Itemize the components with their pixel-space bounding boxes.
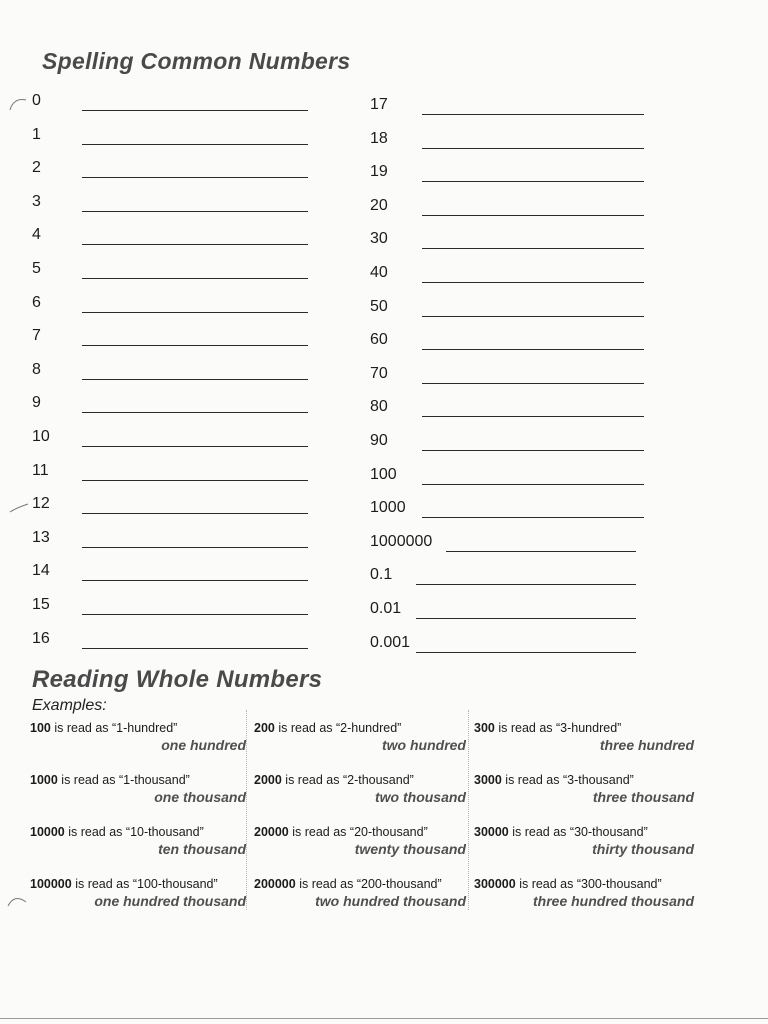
example-words: one hundred thousand: [94, 893, 246, 909]
example-number: 300000: [474, 877, 516, 891]
example-cell: [474, 876, 700, 926]
example-words: twenty thousand: [354, 841, 466, 857]
spelling-left-column: [32, 86, 332, 657]
example-number: 3000: [474, 773, 502, 787]
answer-blank-line[interactable]: [82, 446, 308, 447]
example-number: 100000: [30, 877, 72, 891]
number-label: 40: [370, 263, 388, 281]
answer-blank-line[interactable]: [82, 648, 308, 649]
number-row: [32, 120, 332, 154]
number-row: [32, 288, 332, 322]
answer-blank-line[interactable]: [422, 450, 644, 451]
answer-blank-line[interactable]: [82, 244, 308, 245]
example-cell: [254, 772, 472, 822]
example-reading: [474, 772, 700, 788]
example-read-as-text: is read as “100-thousand”: [71, 877, 218, 891]
answer-blank-line[interactable]: [82, 513, 308, 514]
number-label: 9: [32, 394, 41, 412]
example-read-as-text: is read as “3-thousand”: [501, 773, 634, 787]
number-label: 11: [32, 461, 49, 479]
example-number: 30000: [474, 825, 509, 839]
number-row: [370, 124, 660, 158]
example-number: 200000: [254, 877, 296, 891]
number-row: [370, 628, 660, 662]
example-words: two hundred: [382, 737, 466, 753]
example-words: three hundred: [599, 737, 694, 753]
number-label: 19: [370, 163, 388, 181]
number-label: 15: [32, 595, 50, 613]
number-row: [370, 258, 660, 292]
example-read-as-text: is read as “2-hundred”: [274, 721, 402, 735]
example-number: 300: [474, 721, 495, 735]
number-row: [32, 153, 332, 187]
answer-blank-line[interactable]: [82, 547, 308, 548]
number-label: 12: [32, 495, 50, 513]
example-cell: [30, 720, 252, 770]
answer-blank-line[interactable]: [416, 618, 636, 619]
number-label: 0.001: [370, 633, 411, 651]
example-reading: [474, 876, 700, 892]
example-number: 2000: [254, 773, 282, 787]
number-row: [370, 493, 660, 527]
number-row: [370, 460, 660, 494]
example-words: one hundred: [161, 737, 246, 753]
number-label: 30: [370, 230, 388, 248]
example-read-as-text: is read as “20-thousand”: [288, 825, 428, 839]
answer-blank-line[interactable]: [422, 349, 644, 350]
example-read-as-text: is read as “1-thousand”: [57, 773, 190, 787]
example-reading: [30, 772, 252, 788]
number-row: [32, 321, 332, 355]
example-cell: [30, 772, 252, 822]
example-cell: [30, 824, 252, 874]
example-number: 20000: [254, 825, 289, 839]
example-cell: [254, 720, 472, 770]
example-read-as-text: is read as “30-thousand”: [508, 825, 648, 839]
number-row: [370, 527, 660, 561]
example-read-as-text: is read as “300-thousand”: [515, 877, 662, 891]
number-label: 1: [32, 125, 41, 143]
answer-blank-line[interactable]: [82, 110, 308, 111]
answer-blank-line[interactable]: [422, 383, 644, 384]
number-label: 0.01: [370, 599, 402, 617]
answer-blank-line[interactable]: [82, 278, 308, 279]
number-label: 0: [32, 92, 41, 109]
example-reading: [254, 824, 472, 840]
examples-column-hundreds-1: [30, 720, 252, 930]
number-row: [32, 355, 332, 389]
answer-blank-line[interactable]: [82, 480, 308, 481]
number-row: [370, 191, 660, 225]
number-row: [370, 157, 660, 191]
number-label: 8: [32, 360, 41, 378]
example-words: three hundred thousand: [533, 893, 694, 909]
number-label: 3: [32, 192, 41, 210]
example-reading: [254, 772, 472, 788]
answer-blank-line[interactable]: [422, 316, 644, 317]
example-read-as-text: is read as “2-thousand”: [281, 773, 414, 787]
answer-blank-line[interactable]: [422, 282, 644, 283]
example-reading: [474, 720, 700, 736]
example-read-as-text: is read as “3-hundred”: [494, 721, 622, 735]
number-row: [32, 489, 332, 523]
example-read-as-text: is read as “1-hundred”: [50, 721, 178, 735]
answer-blank-line[interactable]: [422, 416, 644, 417]
number-row: [32, 422, 332, 456]
example-read-as-text: is read as “200-thousand”: [295, 877, 442, 891]
examples-column-hundreds-2: [254, 720, 472, 930]
examples-label: Examples:: [32, 697, 107, 714]
example-words: one thousand: [154, 789, 246, 805]
answer-blank-line[interactable]: [422, 181, 644, 182]
example-words: three thousand: [592, 789, 694, 805]
spelling-section-title: Spelling Common Numbers: [42, 48, 351, 74]
answer-blank-line[interactable]: [422, 517, 644, 518]
example-number: 200: [254, 721, 275, 735]
example-number: 10000: [30, 825, 65, 839]
number-row: [32, 590, 332, 624]
number-row: [32, 523, 332, 557]
number-label: 13: [32, 528, 50, 546]
answer-blank-line[interactable]: [82, 177, 308, 178]
number-label: 7: [32, 327, 41, 345]
number-row: [370, 594, 660, 628]
example-words: ten thousand: [158, 841, 246, 857]
example-read-as-text: is read as “10-thousand”: [64, 825, 204, 839]
example-cell: [254, 876, 472, 926]
number-label: 90: [370, 431, 388, 449]
pencil-mark: [6, 896, 28, 910]
spelling-right-column: [370, 90, 660, 661]
number-label: 2: [32, 159, 41, 177]
example-reading: [254, 876, 472, 892]
pencil-mark: [6, 98, 28, 112]
number-label: 0.1: [370, 566, 393, 584]
example-number: 100: [30, 721, 51, 735]
number-row: [370, 292, 660, 326]
answer-blank-line[interactable]: [416, 584, 636, 585]
number-label: 60: [370, 331, 388, 349]
answer-blank-line[interactable]: [446, 551, 636, 552]
number-label: 5: [32, 259, 41, 277]
number-row: [370, 90, 660, 124]
number-label: 4: [32, 226, 41, 244]
reading-section-title: Reading Whole Numbers: [32, 666, 323, 693]
number-row: [32, 388, 332, 422]
number-label: 1000: [370, 499, 406, 517]
number-row: [32, 220, 332, 254]
number-label: 20: [370, 196, 388, 214]
answer-blank-line[interactable]: [82, 211, 308, 212]
number-label: 1000000: [370, 532, 433, 550]
answer-blank-line[interactable]: [82, 379, 308, 380]
answer-blank-line[interactable]: [422, 248, 644, 249]
example-cell: [474, 824, 700, 874]
answer-blank-line[interactable]: [82, 144, 308, 145]
example-number: 1000: [30, 773, 58, 787]
example-cell: [474, 720, 700, 770]
example-reading: [254, 720, 472, 736]
examples-column-hundreds-3: [474, 720, 700, 930]
number-row: [32, 556, 332, 590]
number-row: [32, 456, 332, 490]
number-row: [370, 560, 660, 594]
example-reading: [474, 824, 700, 840]
number-label: 14: [32, 562, 50, 580]
number-label: 50: [370, 297, 388, 315]
number-row: [32, 254, 332, 288]
answer-blank-line[interactable]: [422, 148, 644, 149]
example-words: thirty thousand: [592, 841, 694, 857]
number-label: 80: [370, 398, 388, 416]
answer-blank-line[interactable]: [422, 484, 644, 485]
answer-blank-line[interactable]: [82, 312, 308, 313]
number-label: 18: [370, 129, 388, 147]
answer-blank-line[interactable]: [82, 614, 308, 615]
example-words: two hundred thousand: [315, 893, 466, 909]
example-cell: [474, 772, 700, 822]
number-label: 70: [370, 364, 388, 382]
answer-blank-line[interactable]: [82, 580, 308, 581]
example-cell: [254, 824, 472, 874]
answer-blank-line[interactable]: [416, 652, 636, 653]
number-row: [370, 426, 660, 460]
number-row: [370, 392, 660, 426]
number-label: 17: [370, 96, 388, 113]
example-reading: [30, 876, 252, 892]
number-row: [370, 224, 660, 258]
page-edge-line: [0, 1018, 768, 1019]
number-label: 16: [32, 629, 50, 647]
number-row: [370, 325, 660, 359]
number-label: 100: [370, 465, 397, 483]
example-cell: [30, 876, 252, 926]
pencil-mark: [8, 500, 30, 514]
example-reading: [30, 720, 252, 736]
number-row: [370, 359, 660, 393]
examples-grid: [30, 720, 702, 930]
example-words: two thousand: [375, 789, 466, 805]
number-label: 10: [32, 427, 50, 445]
answer-blank-line[interactable]: [82, 412, 308, 413]
answer-blank-line[interactable]: [82, 345, 308, 346]
answer-blank-line[interactable]: [422, 114, 644, 115]
number-row: [32, 187, 332, 221]
number-row: [32, 86, 332, 120]
answer-blank-line[interactable]: [422, 215, 644, 216]
number-row: [32, 624, 332, 658]
number-label: 6: [32, 293, 41, 311]
example-reading: [30, 824, 252, 840]
